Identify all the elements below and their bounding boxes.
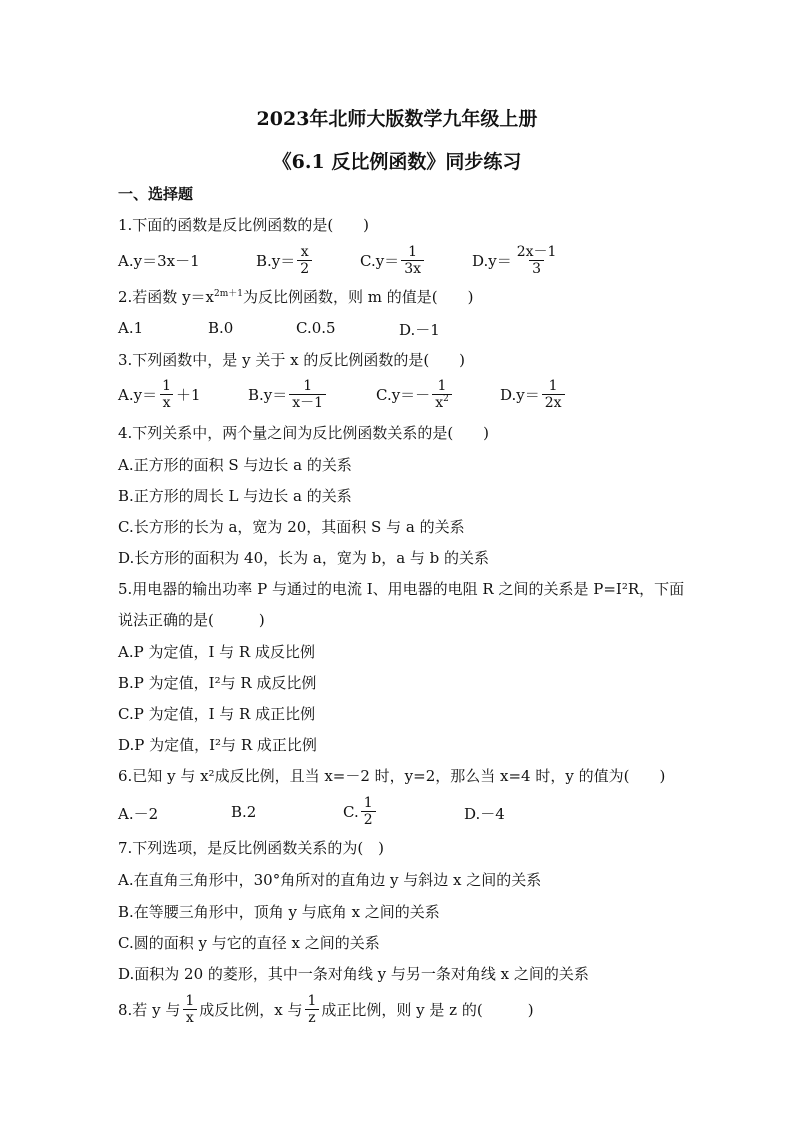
fraction: $\frac{1}{z}$ — [304, 993, 319, 1026]
fraction: $\frac{1}{2}$ — [361, 795, 376, 828]
q3-option-a: A.y＝ $\frac{1}{x}$ ＋1 — [118, 378, 201, 411]
q3-option-b: B.y＝ $\frac{1}{x-1}$ — [248, 378, 328, 411]
q1-option-d: D.y＝ $\frac{2x-1}{3}$ — [472, 244, 561, 277]
q4-option-c: C.长方形的长为 a，宽为 20，其面积 S 与 a 的关系 — [118, 518, 465, 536]
section-heading: 一、选择题 — [118, 185, 194, 203]
q5-option-a: A.P 为定值，I 与 R 成反比例 — [118, 643, 315, 661]
q7-option-a: A.在直角三角形中，30°角所对的直角边 y 与斜边 x 之间的关系 — [118, 871, 542, 889]
question-3-stem: 3.下列函数中，是 y 关于 x 的反比例函数的是( ) — [118, 351, 466, 369]
worksheet-subtitle: 《6.1 反比例函数》同步练习 — [272, 151, 522, 173]
q2-option-b: B.0 — [208, 319, 234, 337]
q1-option-b: B.y＝ $\frac{x}{2}$ — [256, 244, 314, 277]
fraction: $\frac{1}{x}$ — [182, 993, 197, 1026]
q7-option-c: C.圆的面积 y 与它的直径 x 之间的关系 — [118, 934, 380, 952]
fraction: $\frac{2x-1}{3}$ — [516, 244, 557, 277]
question-8-stem: 8.若 y 与 $\frac{1}{x}$ 成反比例，x 与 $\frac{1}{z}$ 成正比例，则 y 是 z 的( ) — [118, 993, 534, 1026]
question-4-stem: 4.下列关系中，两个量之间为反比例函数关系的是( ) — [118, 424, 490, 442]
q4-option-a: A.正方形的面积 S 与边长 a 的关系 — [118, 456, 352, 474]
q7-option-d: D.面积为 20 的菱形，其中一条对角线 y 与另一条对角线 x 之间的关系 — [118, 965, 589, 983]
fraction: $\frac{1}{3x}$ — [401, 244, 424, 277]
question-7-stem: 7.下列选项，是反比例函数关系的为( ) — [118, 839, 385, 857]
fraction: $\frac{x}{2}$ — [297, 244, 312, 277]
q7-option-b: B.在等腰三角形中，顶角 y 与底角 x 之间的关系 — [118, 903, 440, 921]
q4-option-b: B.正方形的周长 L 与边长 a 的关系 — [118, 487, 352, 505]
question-5-stem-cont: 说法正确的是( ) — [118, 611, 265, 629]
q6-option-b: B.2 — [231, 803, 257, 821]
question-1-stem: 1.下面的函数是反比例函数的是( ) — [118, 216, 370, 234]
fraction: $\frac{1}{2x}$ — [542, 378, 565, 411]
question-6-stem: 6.已知 y 与 x²成反比例，且当 x=－2 时，y=2，那么当 x=4 时，y 的值为( ) — [118, 767, 666, 785]
fraction: $\frac{1}{x^2}$ — [432, 378, 452, 411]
q6-option-c: C. $\frac{1}{2}$ — [343, 795, 378, 828]
q1-option-c: C.y＝ $\frac{1}{3x}$ — [360, 244, 426, 277]
q2-option-a: A.1 — [118, 319, 144, 337]
q5-option-b: B.P 为定值，I²与 R 成反比例 — [118, 674, 317, 692]
fraction: $\frac{1}{x-1}$ — [289, 378, 326, 411]
q4-option-d: D.长方形的面积为 40，长为 a，宽为 b，a 与 b 的关系 — [118, 549, 490, 567]
fraction: $\frac{1}{x}$ — [159, 378, 174, 411]
question-2-stem: 2.若函数 $y=x^{2m+1}$为反比例函数，则 m 的值是( ) — [118, 288, 474, 306]
q3-option-c: C.y＝－ $\frac{1}{x^2}$ — [376, 378, 454, 411]
question-5-stem: 5.用电器的输出功率 P 与通过的电流 I、用电器的电阻 R 之间的关系是 P=I²R，下面 — [118, 580, 685, 598]
q3-option-d: D.y＝ $\frac{1}{2x}$ — [500, 378, 567, 411]
q6-option-a: A.－2 — [118, 805, 159, 823]
q2-option-d: D.－1 — [399, 321, 440, 339]
q5-option-d: D.P 为定值，I²与 R 成正比例 — [118, 736, 317, 754]
q2-option-c: C.0.5 — [296, 319, 336, 337]
q5-option-c: C.P 为定值，I 与 R 成正比例 — [118, 705, 316, 723]
worksheet-title: 2023年北师大版数学九年级上册 — [256, 108, 538, 130]
q6-option-d: D.－4 — [464, 805, 505, 823]
q1-option-a: A.y＝3x－1 — [118, 252, 200, 270]
